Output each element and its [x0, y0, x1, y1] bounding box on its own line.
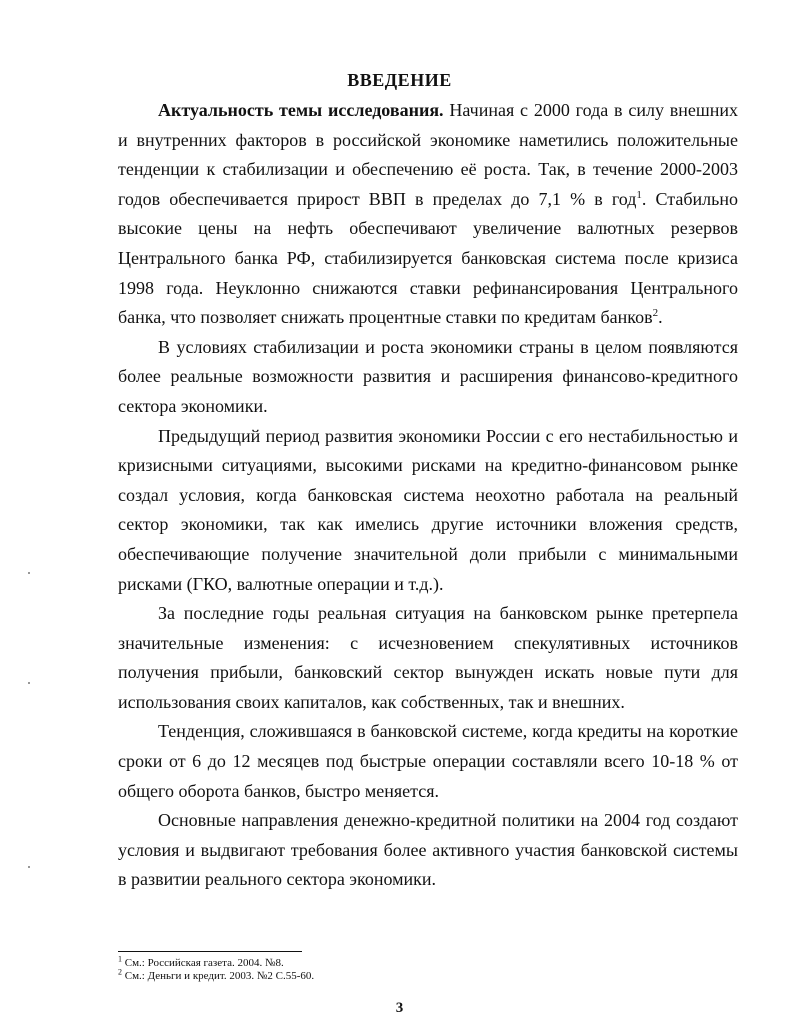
paragraph-relevance [118, 96, 738, 333]
paragraph-text: Начиная с 2000 года в силу внешних и внутренних факторов в российской экономике наметились положительные тенденции к стабилизации и обеспечению её роста. Так, в течение 2000-2003 годов обеспечивается прирост ВВП в пределах до 7,1 % в год [118, 100, 738, 209]
footnote-1 [118, 954, 618, 970]
scan-speck [28, 866, 30, 868]
paragraph: За последние годы реальная ситуация на банковском рынке претерпела значительные изменения: с исчезновением спекулятивных источников получения прибыли, банковский сектор вынужден искать новые пути для использования своих капиталов, как собственных, так и внешних. [118, 603, 738, 712]
page-number: 3 [395, 1000, 404, 1016]
body-text [118, 96, 738, 895]
footnote-text: См.: Деньги и кредит. 2003. №2 С.55-60. [122, 970, 315, 982]
footnote-ref-1[interactable]: 1 [636, 188, 642, 201]
paragraph-text: . Стабильно высокие цены на нефть обеспечивают увеличение валютных резервов Центрального банка РФ, стабилизируется банковская система после кризиса 1998 года. Неуклонно снижаются ставки рефинансирования Центрального банка, что позволяет снижать процентные ставки по кредитам банков [118, 188, 738, 328]
footnote-text: См.: Российская газета. 2004. №8. [122, 957, 284, 969]
paragraph: В условиях стабилизации и роста экономики страны в целом появляются более реальные возможности развития и расширения финансово-кредитного сектора экономики. [118, 336, 738, 416]
footnote-mark: 1 [118, 954, 122, 964]
paragraph-text: . [658, 307, 663, 328]
scan-speck [28, 682, 30, 684]
scan-speck [28, 572, 30, 574]
footnotes [118, 954, 618, 983]
relevance-lead: Актуальность темы исследования. [158, 100, 444, 120]
footnote-ref-2[interactable]: 2 [652, 307, 659, 320]
footnote-2 [118, 967, 618, 983]
paragraph: Основные направления денежно-кредитной политики на 2004 год создают условия и выдвигают требования более активного участия банковской системы в развитии реального сектора экономики. [118, 810, 738, 890]
footnote-divider [118, 951, 302, 952]
footnote-mark: 2 [118, 967, 122, 977]
section-title: ВВЕДЕНИЕ [347, 70, 452, 90]
paragraph: Предыдущий период развития экономики России с его нестабильностью и кризисными ситуациями, высокими рисками на кредитно-финансовом рынке создал условия, когда банковская система неохотно работала на реальный сектор экономики, так как имелись другие источники вложения средств, обеспечивающие получение значительной доли прибыли с минимальными рисками (ГКО, валютные операции и т.д.). [118, 425, 738, 594]
paragraph: Тенденция, сложившаяся в банковской системе, когда кредиты на короткие сроки от 6 до 12 месяцев под быстрые операции составляли всего 10-18 % от общего оборота банков, быстро меняется. [118, 721, 738, 801]
